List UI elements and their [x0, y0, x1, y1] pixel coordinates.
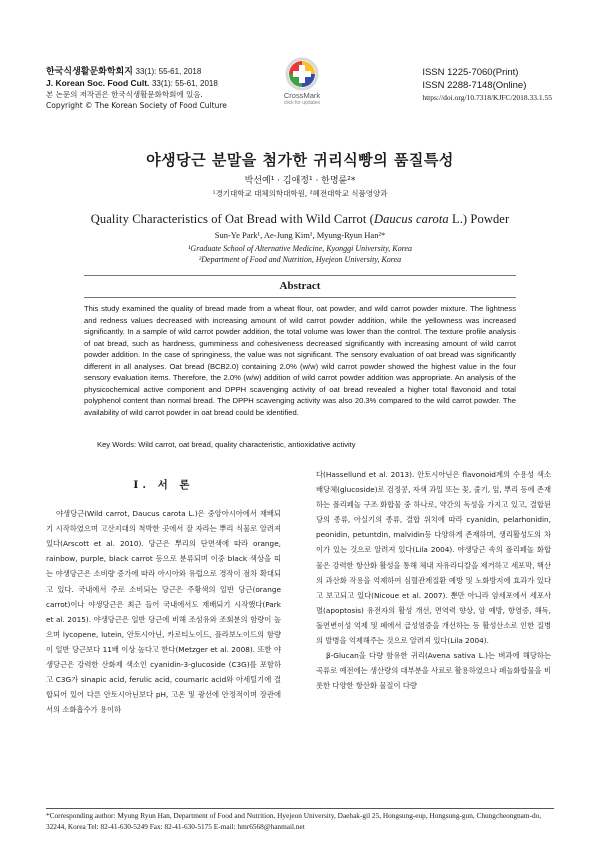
authors-en: Sun-Ye Park¹, Ae-Jung Kim¹, Myung-Ryun Han²* [214, 230, 386, 240]
affiliation-en-2: ²Department of Food and Nutrition, Hyejeon University, Korea [198, 255, 402, 264]
section-heading-intro: Ⅰ. 서 론 [133, 479, 194, 491]
journal-name-en: J. Korean Soc. Food Cult. [46, 78, 150, 88]
issn-online: ISSN 2288-7148(Online) [422, 80, 527, 91]
abstract-body: This study examined the quality of bread made from a wheat flour, oat powder, and wild carrot powder mixture. The lightness and redness values decreased with increasing amount of wild carrot powder addition, while the yellowness was increased significantly. In a sample of wild carrot powder addition, the total volume was lower than the control. The texture profile analysis of oat bread, such as hardness, gumminess and cohesiveness decreased significantly with increasing amount of wild carrot powder addition. In the case of springiness, the value was not significant. The sensory evaluation of oat bread was significantly different in all analyses. Oat bread (BCB2.0) containing 2.0% (w/w) wild carrot powder showed the highest value in the four sensory evaluation items. Therefore, the 2.0% (w/w) addition of wild carrot powder addition was appropriate. An analysis of the physicochemical active component and DPPH scavenging activity of oat bread revealed a higher total flavonoid and total polyphenol content than normal bread. The DPPH scavenging activity was also 20.3% compared to the wild carrot powder. The availability of wild carrot powder in oat bread could be identified. [84, 304, 516, 417]
abstract-bottom-rule [84, 297, 516, 298]
affiliation-en-1: ¹Graduate School of Alternative Medicine, Kyonggi University, Korea [188, 244, 412, 253]
footnote-rule [46, 808, 554, 809]
crossmark-badge[interactable] [276, 57, 328, 106]
copyright-line: Copyright © The Korean Society of Food Culture [46, 101, 227, 110]
copyright-note-kr: 본 논문의 저작권은 한국식생활문화학회에 있음. [46, 90, 203, 99]
article-title-en [0, 212, 600, 227]
title-en-part1: Quality Characteristics of Oat Bread with Wild Carrot ( [90, 212, 374, 226]
intro-paragraph-2: β-Glucan을 다량 함유한 귀리(Avena sativa L.)는 벼과에 해당하는 곡류로 예전에는 생산량의 대부분을 사료로 활용하였으나 페놀화합물을 비롯한 다양한 항산화 물질이 다량 [316, 651, 551, 691]
abstract-top-rule [84, 275, 516, 276]
intro-paragraph-1-cont: 다(Hassellund et al. 2013). 안토시아닌은 flavonoid계의 수용성 색소 배당체(glucoside)로 검정콩, 자색 과일 또는 꽃, 줄기, 잎, 뿌리 등에 존재하는 폴리페놀 구조 화합물 중 하나로, 약간의 독성을 가지고 있고, 결합된 당의 종류, 아실기의 종류, 결합 위치에 따라 cyanidin, pelarhonidin, peonidin, petuntdin, malvidin등 다양하게 존재하며, 생리활성도의 차이가 있는 것으로 알려져 있다(Lila 2004). 야생당근 속의 폴리페놀 화합물은 강력한 항산화 활성을 통해 체내 자유라디칼을 제거하고 세포막, 핵산의 과산화 작용을 억제하여 심혈관계질환 예방 및 노화방지에 효과가 있다고 보고되고 있다(Nicoue et al. 2007). 뿐만 아니라 암세포에서 세포사멸(apoptosis) 유전자의 활성 개선, 면역력 향상, 암 예방, 항염증, 해독, 돌연변이성 억제 및 폐에서 급성염증을 개선하는 등 활성산소로 인한 질병의 발병을 억제해주는 것으로 알려져 있다(Lila 2004). [316, 470, 551, 646]
keywords-list: Wild carrot, oat bread, quality characteristic, antioxidative activity [138, 440, 356, 449]
corresponding-author-footnote: *Corresponding author: Myung Ryun Han, Department of Food and Nutrition, Hyejeon University, Daehak-gil 25, Hongsung-eup, Hongsung-gun, Chungcheongnam-do, 32244, Korea Tel: 82-41-630-5249 Fax: 82-41-630-5175 E-mail: hmr6568@hanmail.net [46, 811, 542, 831]
crossmark-label: CrossMark [283, 91, 321, 100]
journal-header [46, 66, 227, 111]
affiliations-kr: ¹경기대학교 대체의학대학원, ²혜전대학교 식품영양과 [212, 189, 388, 198]
doi-link[interactable]: https://doi.org/10.7318/KJFC/2018.33.1.55 [422, 93, 552, 102]
authors-kr: 박선예¹ · 김애정¹ · 한명륜²* [244, 176, 356, 186]
issn-print: ISSN 1225-7060(Print) [422, 67, 519, 78]
left-column [46, 472, 281, 717]
journal-volume-en: 33(1): 55-61, 2018 [151, 79, 218, 88]
title-en-species: Daucus carota [373, 212, 449, 226]
keywords-label: Key Words: [97, 440, 137, 449]
article-title-kr: 야생당근 분말을 첨가한 귀리식빵의 품질특성 [146, 151, 454, 169]
abstract-heading: Abstract [279, 280, 321, 292]
crossmark-icon [285, 57, 319, 91]
keywords [97, 440, 356, 449]
intro-paragraph-1: 야생당근(Wild carrot, Daucus carota L.)은 중앙아시아에서 재배되기 시작하였으며 고산지대의 척박한 곳에서 잘 자라는 뿌리 식물로 알려져 있다(Arscott et al. 2010). 당근은 뿌리의 단면색에 따라 orange, rainbow, purple, black carrot 등으로 분류되며 이중 black 색상을 띠는 야생당근은 소비량 증가에 따라 아시아와 유럽으로 경작이 점차 확대되고 있다. 국내에서 주로 소비되는 당근은 주황색의 일반 당근(orange carrot)이나 야생당근은 최근 들어 국내에서도 재배되기 시작했다(Park et al. 2015). 야생당근은 일반 당근에 비해 조섬유와 조회분의 함량이 높으며 lycopene, lutein, 안토시아닌, 카로티노이드, 플라보노이드의 함량이 일반 당근보다 11배 이상 높다고 한다(Metzger et al. 2008). 또한 야생당근은 강력한 산화제 색소인 cyanidin-3-glucoside (C3G)를 포함하고 C3G가 sinapic acid, ferulic acid, coumaric acid와 아세틸기에 결합되어 있어 다른 안토시아닌보다 pH, 고온 및 광선에 안정적이며 장관에서의 소화흡수가 용이하 [46, 509, 281, 715]
issn-block [422, 66, 552, 103]
journal-name-kr: 한국식생활문화학회지 [46, 67, 133, 77]
journal-volume-kr: 33(1): 55-61, 2018 [135, 67, 202, 76]
crossmark-sublabel: click for updates [283, 100, 321, 106]
right-column [316, 467, 551, 693]
title-en-part2: L.) Powder [448, 212, 510, 226]
